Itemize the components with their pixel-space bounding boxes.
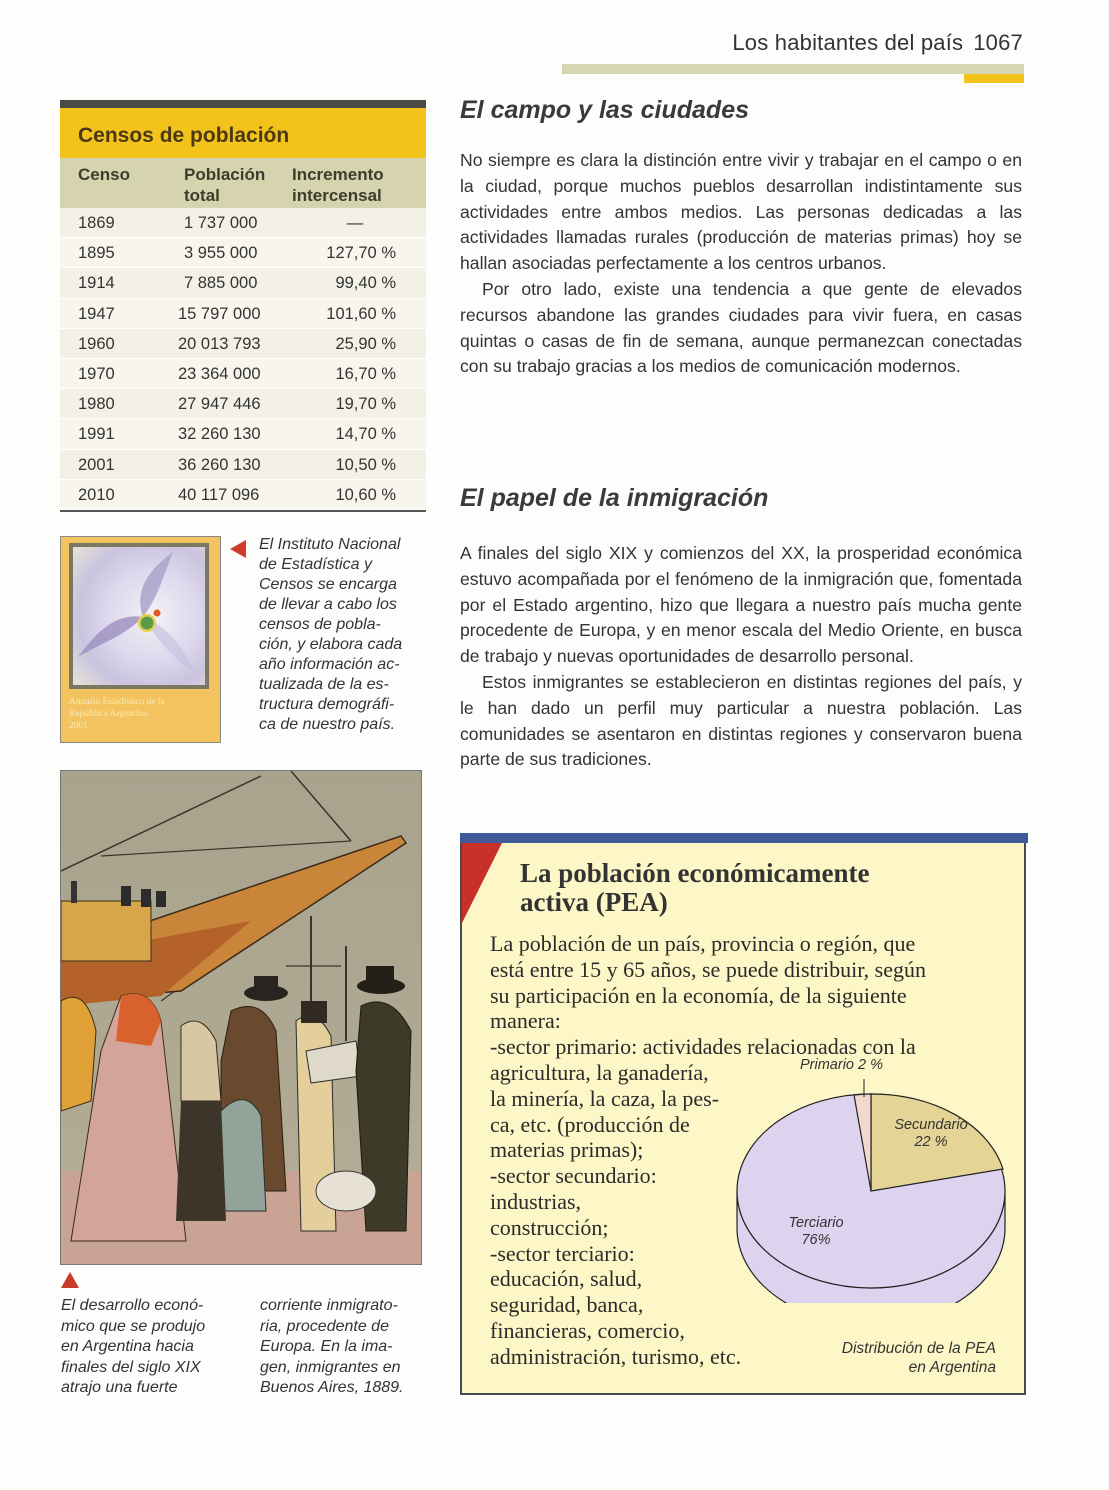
column-header-censo: Censo: [78, 165, 130, 184]
caption-immigration-col1: El desarrollo econó- mico que se produjo en Argentina hacia finales del siglo XIX atrajo una fuerte: [61, 1297, 206, 1396]
red-corner-accent: [462, 843, 502, 923]
table-row: 1869 1 737 000 —: [60, 208, 426, 238]
table-row: 1914 7 885 000 99,40 %: [60, 268, 426, 298]
table-row: 1970 23 364 000 16,70 %: [60, 359, 426, 389]
pie-label-primario: Primario 2 %: [800, 1057, 883, 1073]
section-title-inmigracion: El papel de la inmigración: [460, 484, 769, 512]
table-row: 2010 40 117 096 10,60 %: [60, 480, 426, 510]
section-body-campo: [460, 148, 1022, 380]
caption-indec: El Instituto Nacional de Estadística y Censos se encarga de llevar a cabo los censos de pobla- ción, y elabora cada año información ac- tualizada de la es- tructura demográfi- ca de nuestro país.: [259, 536, 403, 733]
header-rule: [562, 64, 1024, 74]
table-title: Censos de población: [60, 108, 426, 158]
paragraph: No siempre es clara la distinción entre vivir y trabajar en el campo o en la ciudad, porque muchos pueblos desarrollan indistintamente sus actividades entre ambos medios. Las personas dedicadas a las actividades llamadas rurales (producción de materias primas) hoy se hallan asociadas perfectamente a los centros urbanos.: [460, 150, 1022, 274]
section-title-campo: El campo y las ciudades: [460, 96, 750, 124]
pea-info-box: [460, 833, 1028, 1395]
table-top-bar: [60, 100, 426, 108]
pinwheel-artwork-icon: [73, 547, 205, 685]
page-number: 1067: [973, 30, 1023, 55]
pea-pie-chart: [726, 1057, 1016, 1303]
table-header-row: [60, 158, 426, 208]
table-row: 1895 3 955 000 127,70 %: [60, 238, 426, 268]
table-bottom-rule: [60, 510, 426, 512]
table-row: 1991 32 260 130 14,70 %: [60, 419, 426, 449]
pie-label-secundario: Secundario 22 %: [894, 1117, 968, 1150]
table-row: 1947 15 797 000 101,60 %: [60, 299, 426, 329]
section-body-inmigracion: [460, 541, 1022, 773]
column-header-incremento: Incremento intercensal: [292, 165, 384, 205]
pie-label-terciario: Terciario 76%: [788, 1215, 844, 1248]
paragraph: Por otro lado, existe una tendencia a que gente de elevados recursos abandone las grandes ciudades para vivir fuera, en casas quintas o casas de fin de semana, aunque permanezcan conectadas con su trabajo gracias a los medios de comunicación modernos.: [460, 278, 1022, 377]
immigrants-illustration: [60, 770, 422, 1265]
pea-box-body: [460, 843, 1026, 1395]
triangle-up-icon: [61, 1272, 79, 1288]
table-body: [60, 208, 426, 510]
pie-chart-caption: Distribución de la PEA en Argentina: [841, 1340, 996, 1376]
header-accent-tab: [964, 74, 1024, 83]
column-header-poblacion: Población total: [184, 165, 266, 205]
table-row: 1980 27 947 446 19,70 %: [60, 389, 426, 419]
running-header: [732, 30, 1023, 56]
cover-title: Anuario Estadístico de la República Argentina 2001: [69, 697, 165, 731]
anuario-cover-image: [60, 536, 221, 743]
cover-artwork: [69, 543, 209, 689]
paragraph: A finales del siglo XIX y comienzos del XX, la prosperidad económica estuvo acompañada por el fenómeno de la inmigración que, fomentada por el Estado argentino, hizo que llegara a nuestro país mucha gente procedente de Europa, y en menor escala del Medio Oriente, en busca de trabajo y nuevas oportunidades de desarrollo personal.: [460, 543, 1022, 667]
table-row: 1960 20 013 793 25,90 %: [60, 329, 426, 359]
pea-title: La población económicamente activa (PEA): [520, 858, 870, 917]
table-row: 2001 36 260 130 10,50 %: [60, 450, 426, 480]
pie-chart-graphic: [726, 1073, 1016, 1303]
pea-top-bar: [460, 833, 1028, 843]
triangle-left-icon: [230, 540, 246, 558]
caption-immigration-col2: corriente inmigrato- ria, procedente de Europa. En la ima- gen, inmigrantes en Buenos Aires, 1889.: [260, 1297, 404, 1396]
immigrants-port-scene-icon: [61, 771, 422, 1265]
census-table: [60, 100, 426, 512]
paragraph: Estos inmigrantes se establecieron en distintas regiones del país, y le han dado un perfil muy particular a nuestra población. Las comunidades se asentaron en distintas regiones y conservaron buena parte de sus tradiciones.: [460, 671, 1022, 770]
pea-description: La población de un país, provincia o región, que está entre 15 y 65 años, se puede distribuir, según su participación en la economía, de la siguiente manera: -sector primario: actividades relacionadas con la agricultura, la ganadería, la minería, la caza, la pes- ca, etc. (producción de materias primas); -sector secundario: industrias, construcción; -sector terciario: educación, salud, seguridad, banca, financieras, comercio, administración, turismo, etc.: [490, 931, 926, 1369]
chapter-title: Los habitantes del país: [732, 30, 964, 55]
